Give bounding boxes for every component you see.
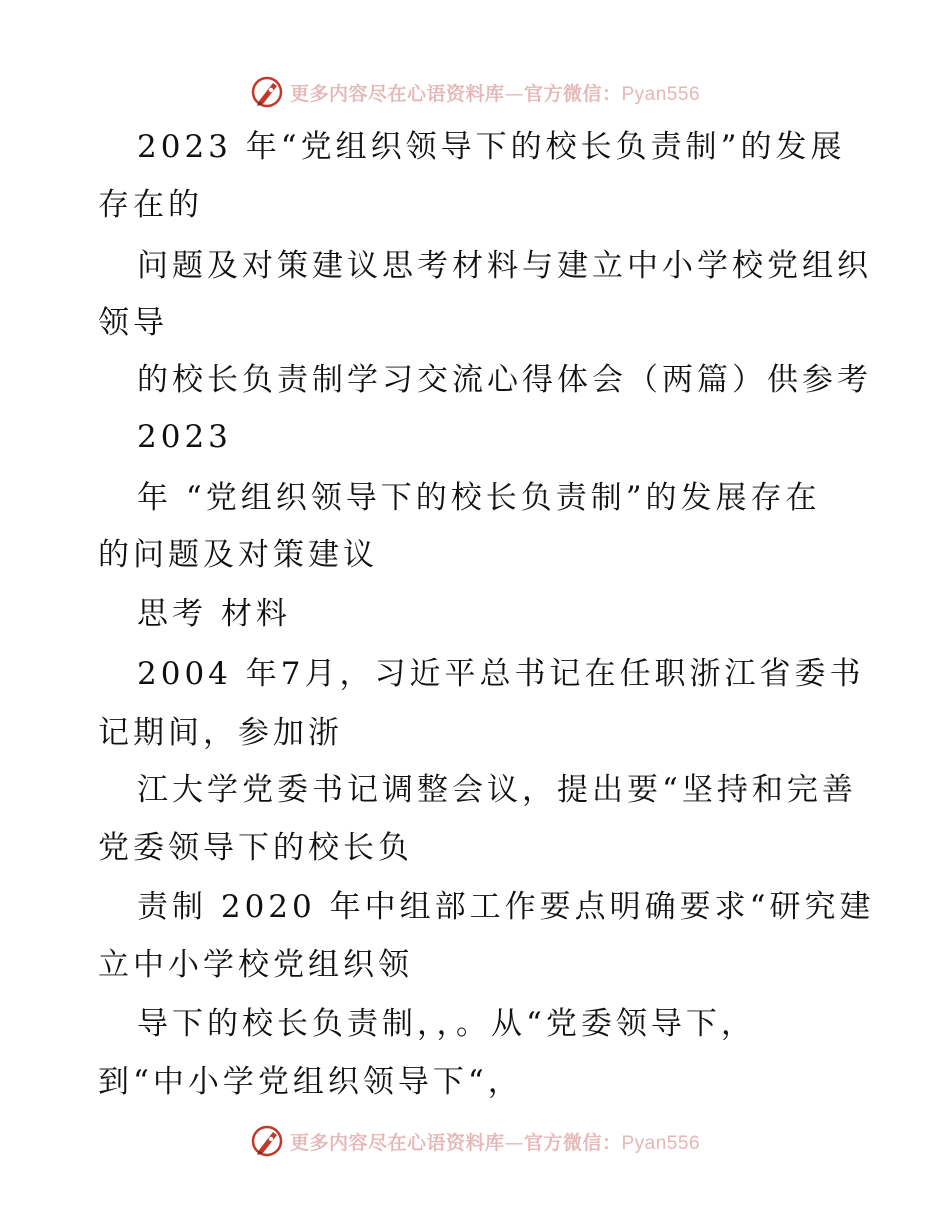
text-line-4: 领导 xyxy=(98,305,168,341)
text-line-8: 的问题及对策建议 xyxy=(98,537,378,573)
text-line-14: 责制 2020 年中组部工作要点明确要求“研究建 xyxy=(137,889,875,925)
text-line-15: 立中小学校党组织领 xyxy=(98,947,413,983)
pen-logo-icon xyxy=(250,1124,284,1158)
footer-watermark xyxy=(0,1121,950,1161)
header-watermark xyxy=(0,72,950,112)
text-line-9: 思考 材料 xyxy=(137,596,291,632)
text-line-7: 年 “党组织领导下的校长负责制”的发展存在 xyxy=(137,480,821,516)
text-line-16: 导下的校长负责制，，。从“党委领导下， xyxy=(137,1006,756,1042)
watermark-text: 更多内容尽在心语资料库—官方微信：Pyan556 xyxy=(289,1131,701,1154)
pen-logo-icon xyxy=(250,75,284,109)
text-line-13: 党委领导下的校长负 xyxy=(98,830,413,866)
text-line-5: 的校长负责制学习交流心得体会（两篇）供参考 xyxy=(137,362,872,398)
text-line-3: 问题及对策建议思考材料与建立中小学校党组织 xyxy=(137,248,872,284)
text-line-10: 2004 年7月，习近平总书记在任职浙江省委书 xyxy=(137,656,865,692)
text-line-12: 江大学党委书记调整会议，提出要“坚持和完善 xyxy=(137,772,857,808)
watermark-text: 更多内容尽在心语资料库—官方微信：Pyan556 xyxy=(289,82,701,105)
text-line-1: 2023 年“党组织领导下的校长负责制”的发展 xyxy=(137,129,846,165)
text-line-2: 存在的 xyxy=(98,187,203,223)
text-line-6: 2023 xyxy=(137,419,232,455)
text-line-17: 到“中小学党组织领导下“， xyxy=(98,1064,523,1100)
text-line-11: 记期间，参加浙 xyxy=(98,715,343,751)
